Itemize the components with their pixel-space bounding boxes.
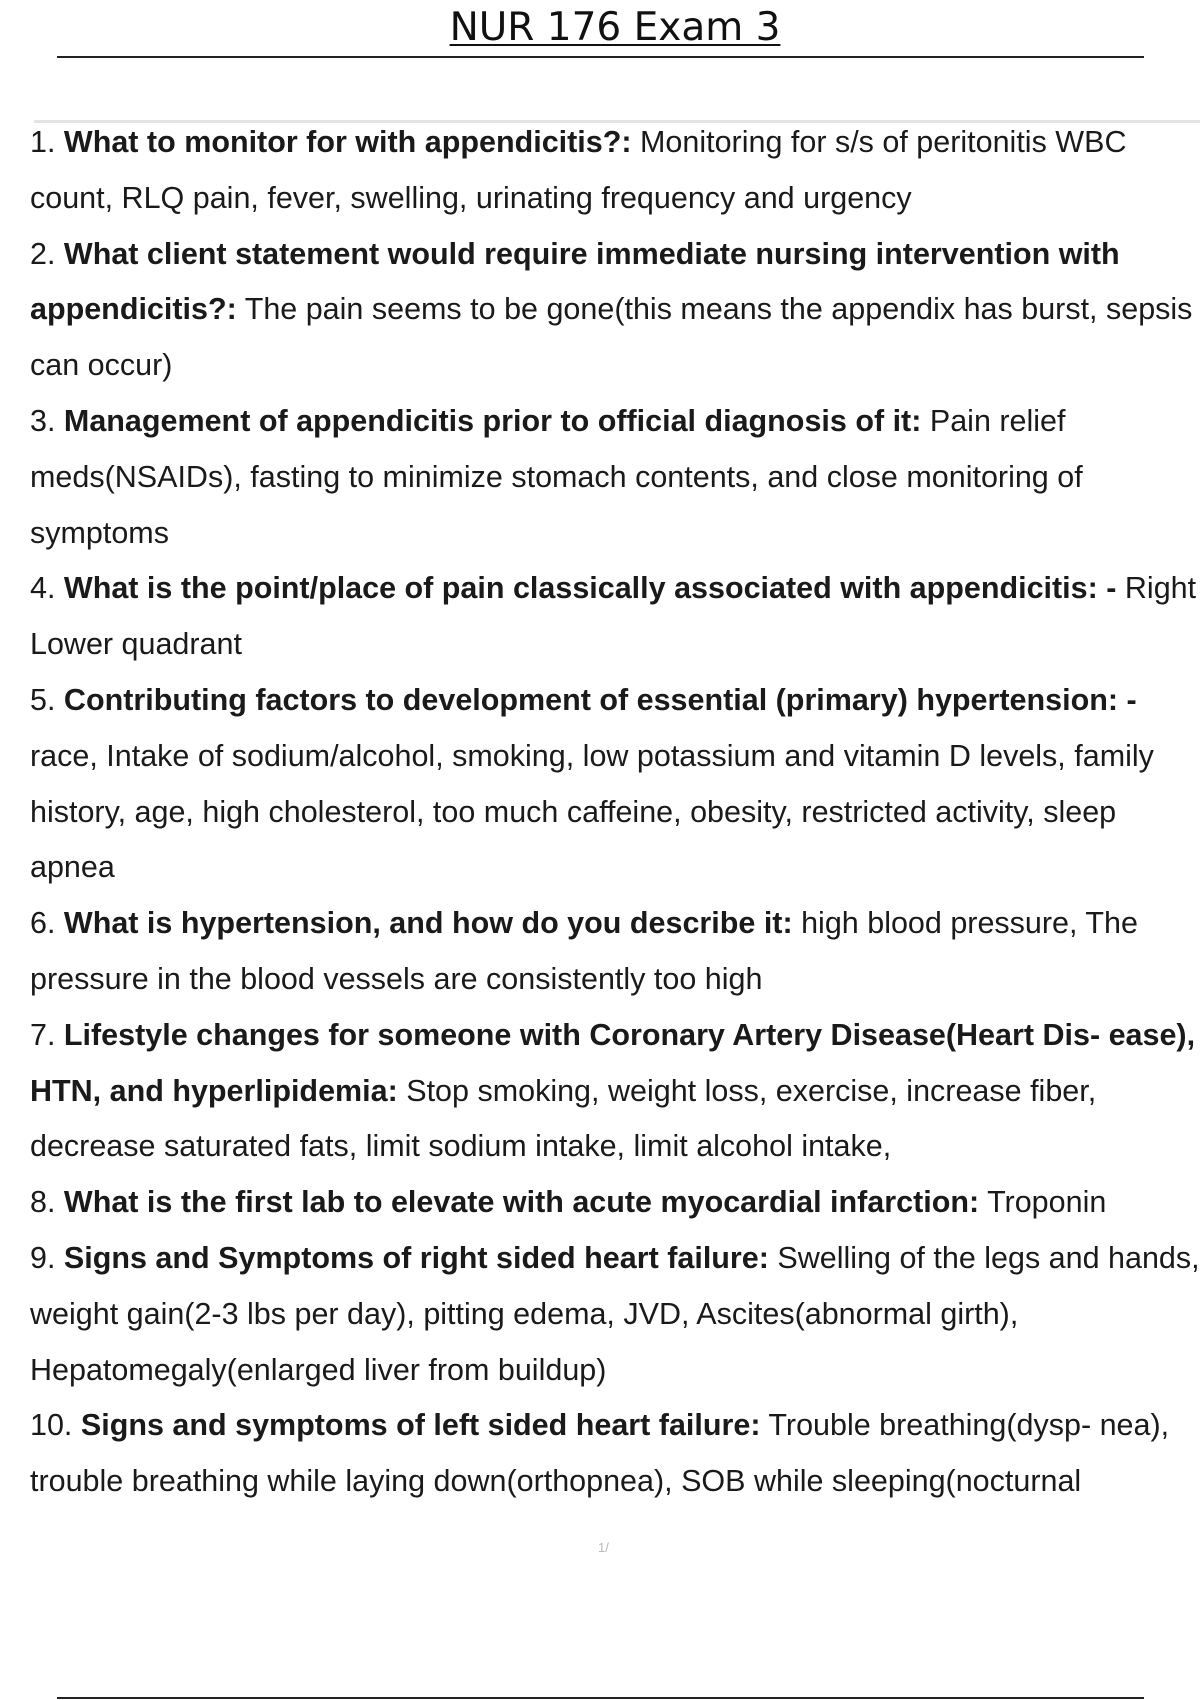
item-question: Management of appendicitis prior to official diagnosis of it: [63, 403, 922, 438]
item-answer: Trouble breathing(dysp- nea), trouble breathing while laying down(orthopnea), SOB while sleeping(nocturnal [30, 1408, 1170, 1499]
item-number: 1. [30, 125, 56, 159]
item-answer: Troponin [987, 1185, 1107, 1220]
item-question: What is the first lab to elevate with acute myocardial infarction: [63, 1185, 980, 1220]
item-answer: Swelling of the legs and hands, weight gain(2-3 lbs per day), pitting edema, JVD, Ascites(abnormal girth), Hepatomegaly(enlarged liver from buildup) [30, 1240, 1200, 1387]
item-question: Signs and symptoms of left sided heart failure: [80, 1408, 761, 1443]
list-item [30, 1175, 1200, 1231]
item-question: What is hypertension, and how do you describe it: [63, 906, 793, 941]
list-item [30, 394, 1200, 561]
item-question: What to monitor for with appendicitis?: [63, 125, 632, 159]
footer-rule [57, 1697, 1144, 1699]
title-underline-rule [57, 56, 1144, 58]
item-question: Contributing factors to development of essential (primary) hypertension: - [63, 682, 1137, 717]
item-number: 7. [30, 1017, 56, 1052]
item-answer: race, Intake of sodium/alcohol, smoking, low potassium and vitamin D levels, family history, age, high cholesterol, too much caffeine, obesity, restricted activity, sleep apnea [30, 738, 1154, 885]
item-question: Lifestyle changes for someone with Coronary Artery Disease(Heart Dis- ease), HTN, and hyperlipidemia: [30, 1017, 1196, 1108]
item-answer: Monitoring for s/s of peritonitis WBC count, RLQ pain, fever, swelling, urinating frequency and urgency [30, 125, 1127, 215]
item-answer: high blood pressure, The pressure in the blood vessels are consistently too high [30, 906, 1138, 996]
list-item [30, 561, 1200, 673]
item-number: 3. [30, 403, 56, 438]
item-number: 2. [30, 236, 56, 271]
list-item [30, 896, 1200, 1008]
list-item [30, 227, 1200, 394]
item-question: What client statement would require immediate nursing intervention with appendicitis?: [30, 236, 1120, 327]
question-answer-list [30, 115, 1200, 1510]
list-item [30, 115, 1200, 227]
list-item [30, 1231, 1200, 1398]
list-item [30, 1398, 1200, 1510]
item-answer: Right Lower quadrant [30, 571, 1197, 662]
document-title: NUR 176 Exam 3 [449, 5, 781, 50]
list-item [30, 1008, 1200, 1175]
item-number: 4. [30, 571, 56, 606]
list-item [30, 673, 1200, 896]
item-number: 10. [30, 1408, 73, 1443]
item-question: Signs and Symptoms of right sided heart failure: [63, 1240, 769, 1275]
item-number: 9. [30, 1240, 56, 1275]
page-number-mark: 1/ [598, 1540, 609, 1555]
item-answer: Pain relief meds(NSAIDs), fasting to minimize stomach contents, and close monitoring of symptoms [30, 403, 1083, 550]
item-answer: Stop smoking, weight loss, exercise, increase fiber, decrease saturated fats, limit sodium intake, limit alcohol intake, [30, 1073, 1097, 1164]
item-answer: The pain seems to be gone(this means the appendix has burst, sepsis can occur) [30, 292, 1193, 383]
item-question: What is the point/place of pain classically associated with appendicitis: - [63, 571, 1117, 606]
item-number: 6. [30, 906, 56, 941]
item-number: 5. [30, 682, 56, 717]
item-number: 8. [30, 1185, 56, 1220]
